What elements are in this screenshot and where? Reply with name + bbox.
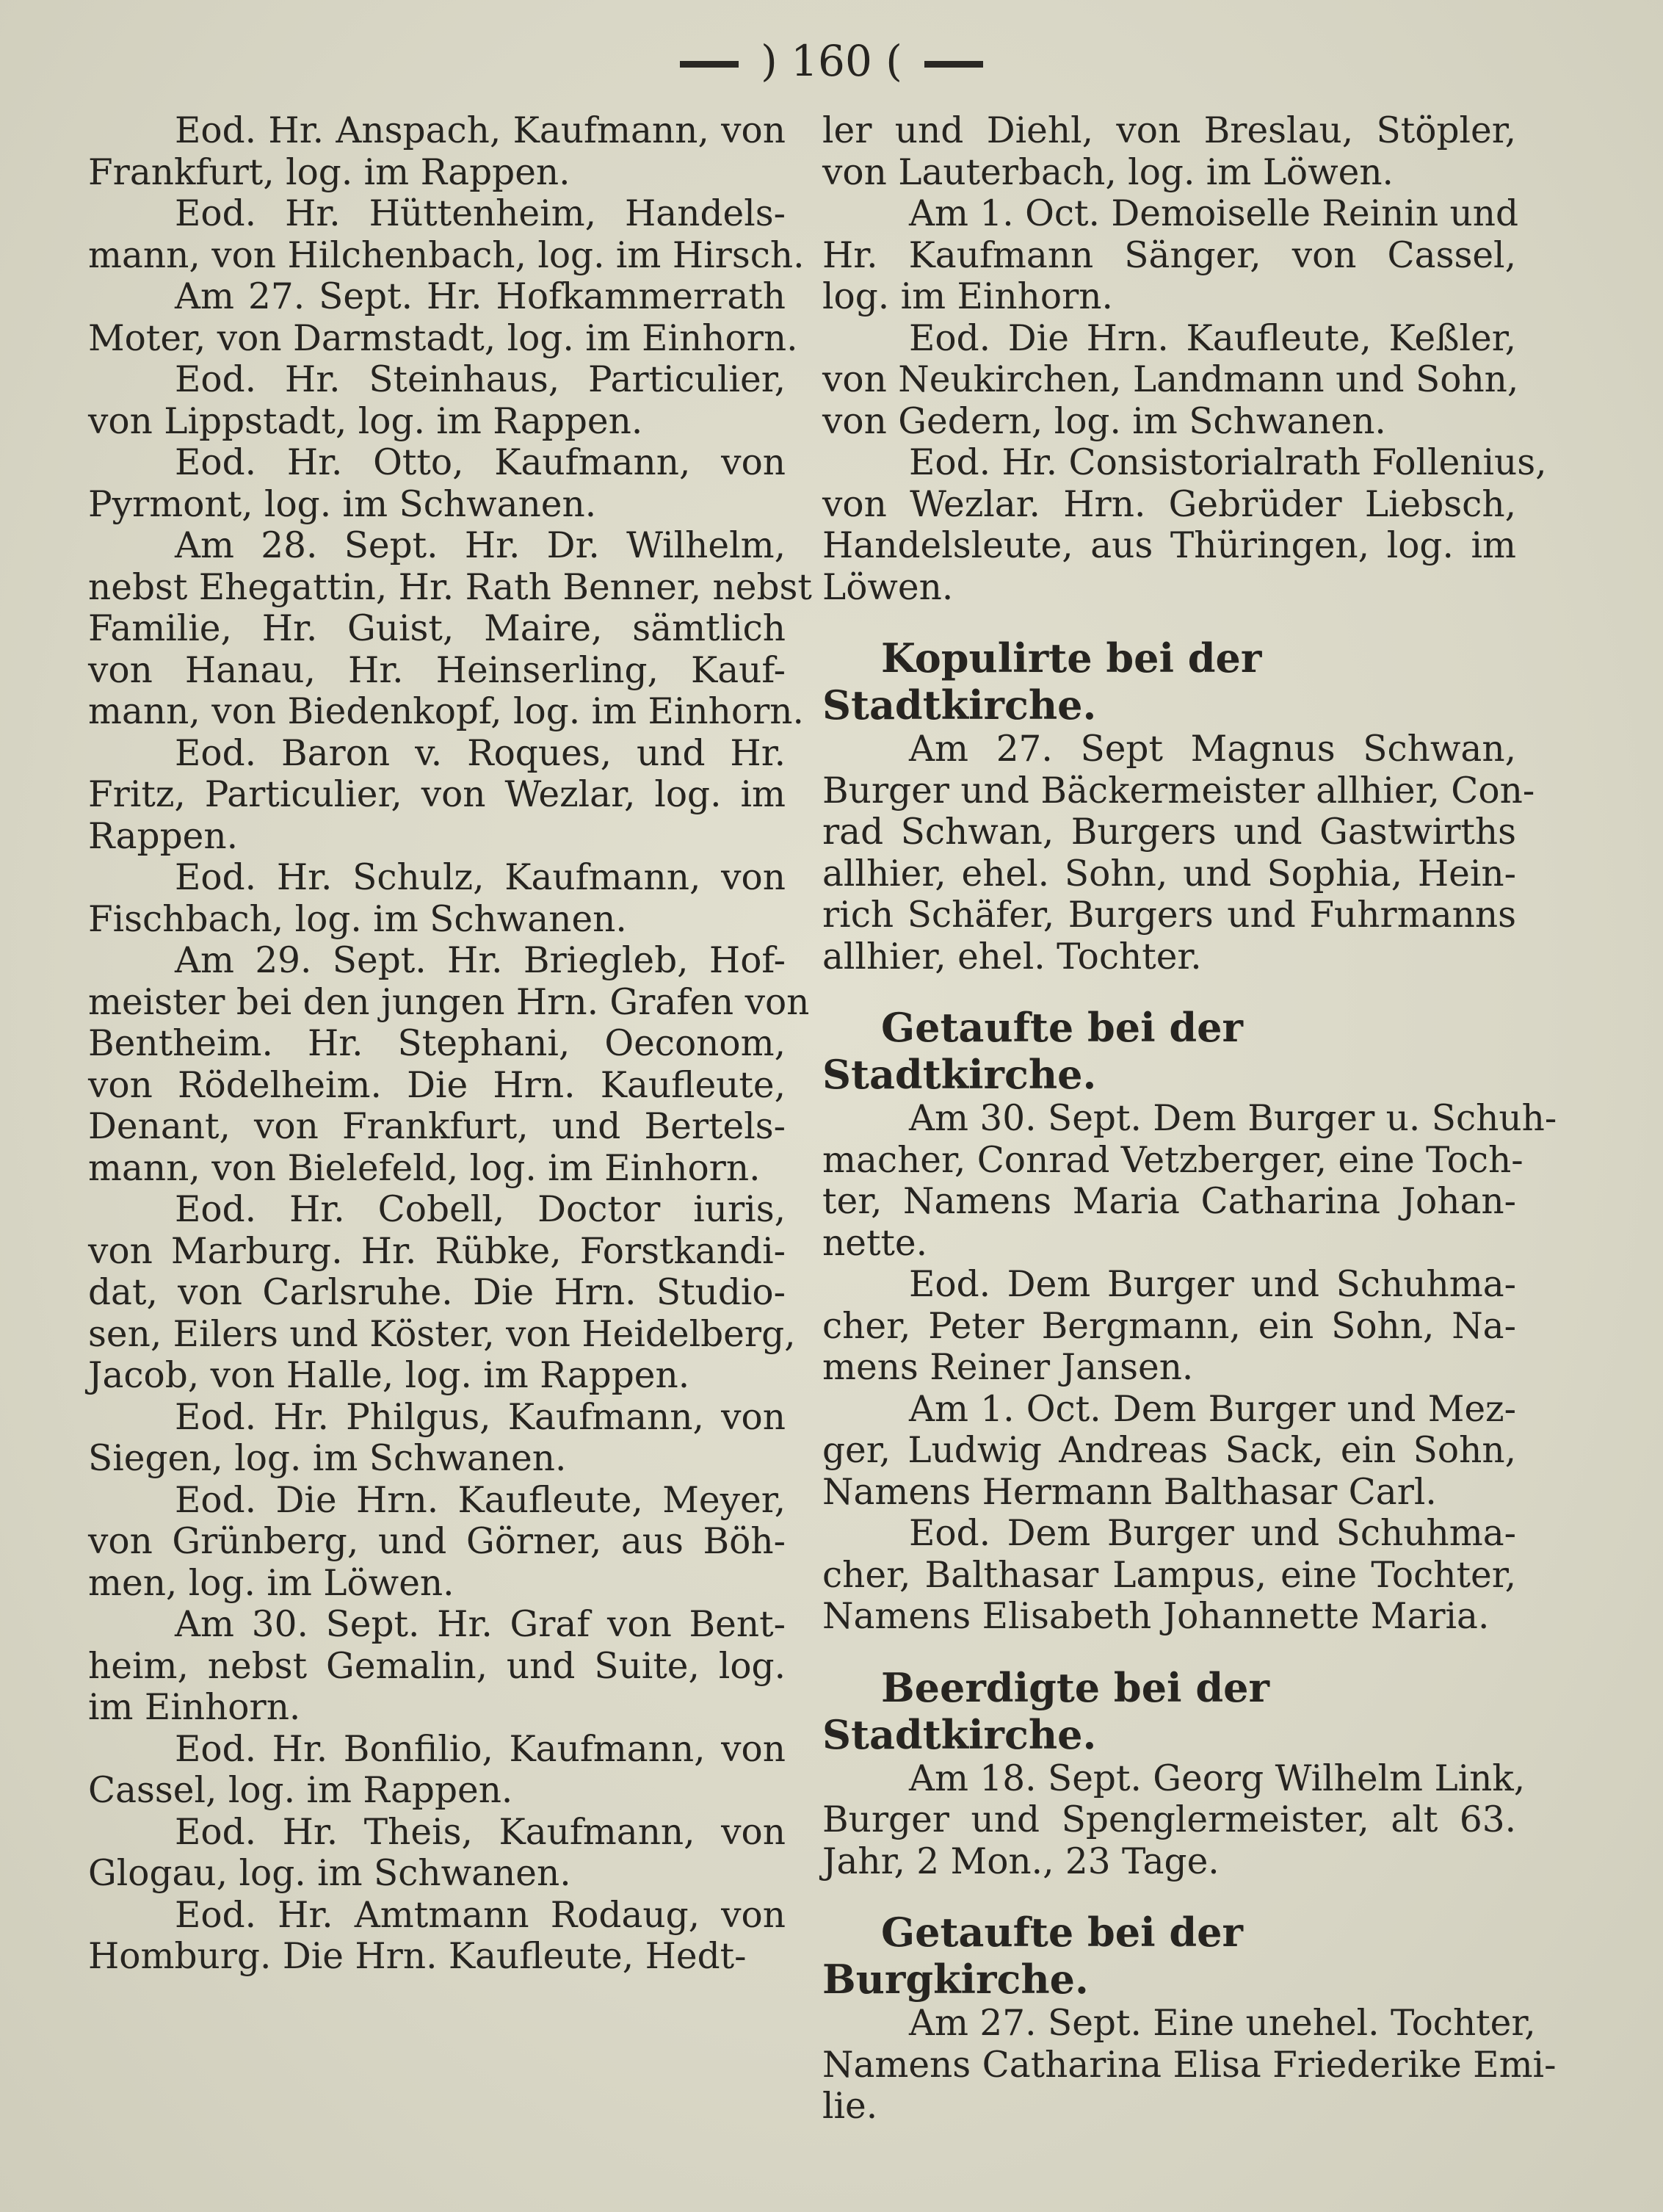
entry-line: Eod. Hr. Amtmann Rodaug, von [175, 1894, 786, 1936]
entry [822, 317, 1519, 443]
entry-line: Eod. Dem Burger und Schuhma- [909, 1513, 1516, 1554]
entry [88, 940, 810, 1189]
entry-line: Jahr, 2 Mon., 23 Tage. [822, 1840, 1220, 1882]
entry-line: ler und Diehl, von Breslau, Stöpler, [822, 110, 1516, 151]
entry-line: allhier, ehel. Sohn, und Sophia, Hein- [822, 853, 1516, 894]
entry-line: Namens Hermann Balthasar Carl. [822, 1471, 1437, 1513]
entry-line: mann, von Bielefeld, log. im Einhorn. [88, 1147, 761, 1189]
entry-line: Eod. Hr. Bonfilio, Kaufmann, von [175, 1728, 786, 1770]
entry-line: ter, Namens Maria Catharina Johan- [822, 1181, 1516, 1222]
entry [88, 1604, 786, 1729]
entry-line: mann, von Biedenkopf, log. im Einhorn. [88, 691, 804, 732]
entry-line: Burger und Bäckermeister allhier, Con- [822, 770, 1535, 812]
entry [822, 1389, 1516, 1514]
entry-line: Eod. Hr. Cobell, Doctor iuris, [175, 1189, 786, 1230]
entry-line: von Grünberg, und Görner, aus Böh- [88, 1521, 786, 1562]
entry-line: Fischbach, log. im Schwanen. [88, 898, 627, 940]
section-heading: Beerdigte bei der Stadtkirche. [822, 1663, 1269, 1758]
entry [822, 1264, 1516, 1389]
entry [88, 1189, 796, 1397]
entry-line: dat, von Carlsruhe. Die Hrn. Studio- [88, 1272, 786, 1313]
entry-line: von Lippstadt, log. im Rappen. [88, 400, 643, 442]
entry [88, 359, 786, 442]
entry-line: von Lauterbach, log. im Löwen. [822, 151, 1394, 193]
entry-line: rich Schäfer, Burgers und Fuhrmanns [822, 894, 1516, 936]
entry [88, 1812, 786, 1895]
entry [88, 442, 786, 525]
entry-line: Eod. Dem Burger und Schuhma- [909, 1264, 1516, 1305]
entry-line: von Rödelheim. Die Hrn. Kaufleute, [88, 1064, 786, 1106]
entry-line: Eod. Hr. Schulz, Kaufmann, von [175, 857, 786, 898]
entry-line: Rappen. [88, 815, 238, 857]
entry-line: cher, Balthasar Lampus, eine Tochter, [822, 1554, 1516, 1596]
entry-line: Eod. Baron v. Roques, und Hr. [175, 732, 786, 774]
entry-line: Fritz, Particulier, von Wezlar, log. im [88, 774, 786, 815]
section-heading: Getaufte bei der Stadtkirche. [822, 1004, 1243, 1098]
entry-line: Eod. Hr. Steinhaus, Particulier, [175, 359, 786, 400]
entry-line: Am 18. Sept. Georg Wilhelm Link, [909, 1757, 1526, 1799]
page-header [0, 28, 1663, 94]
entry-line: Eod. Hr. Theis, Kaufmann, von [175, 1811, 786, 1853]
entry-line: Glogau, log. im Schwanen. [88, 1853, 571, 1894]
entry-line: cher, Peter Bergmann, ein Sohn, Na- [822, 1305, 1516, 1347]
entry-line: Eod. Die Hrn. Kaufleute, Meyer, [175, 1479, 786, 1521]
entry-line: Jacob, von Halle, log. im Rappen. [88, 1355, 690, 1396]
entry-line: Eod. Hr. Hüttenheim, Handels- [175, 193, 786, 234]
entry [822, 442, 1547, 608]
entry [88, 733, 786, 858]
entry-line: Cassel, log. im Rappen. [88, 1770, 513, 1811]
entry [822, 1757, 1526, 1883]
page-number: ) 160 ( [761, 36, 902, 86]
entry-line: Siegen, log. im Schwanen. [88, 1438, 567, 1479]
entry-line: Handelsleute, aus Thüringen, log. im [822, 525, 1516, 566]
entry-line: mens Reiner Jansen. [822, 1347, 1194, 1388]
entry [822, 2003, 1557, 2128]
entry-line: men, log. im Löwen. [88, 1562, 454, 1604]
entry [88, 525, 812, 733]
entry-line: von Neukirchen, Landmann und Sohn, [822, 359, 1519, 400]
entry [88, 1895, 786, 1978]
header-rule-right [924, 61, 983, 68]
entry-line: Am 1. Oct. Demoiselle Reinin und [909, 193, 1519, 234]
entry-line: Frankfurt, log. im Rappen. [88, 151, 570, 193]
section-heading: Kopulirte bei der Stadtkirche. [822, 635, 1262, 729]
entry-line: Am 27. Sept Magnus Schwan, [909, 729, 1516, 770]
entry [88, 1397, 786, 1480]
entry-line: Homburg. Die Hrn. Kaufleute, Hedt- [88, 1936, 747, 1977]
section-heading: Getaufte bei der Burgkirche. [822, 1909, 1243, 2003]
entry-line: Namens Elisabeth Johannette Maria. [822, 1596, 1490, 1637]
entry-line: Löwen. [822, 566, 954, 608]
entry-line: Am 30. Sept. Hr. Graf von Bent- [175, 1604, 786, 1645]
entry-line: Am 27. Sept. Eine unehel. Tochter, [909, 2003, 1536, 2044]
entry-line: Eod. Hr. Otto, Kaufmann, von [175, 442, 786, 483]
entry-line: Am 28. Sept. Hr. Dr. Wilhelm, [175, 525, 786, 566]
entry-line: Denant, von Frankfurt, und Bertels- [88, 1106, 786, 1147]
entry [822, 193, 1519, 318]
entry-line: Am 29. Sept. Hr. Briegleb, Hof- [175, 940, 786, 981]
entry [88, 276, 798, 359]
entry-line: Familie, Hr. Guist, Maire, sämtlich [88, 608, 786, 649]
header-rule-left [680, 61, 739, 68]
entry-line: Hr. Kaufmann Sänger, von Cassel, [822, 234, 1516, 276]
entry-line: Pyrmont, log. im Schwanen. [88, 483, 597, 525]
entry-line: von Marburg. Hr. Rübke, Forstkandi- [88, 1230, 786, 1272]
entry-line: meister bei den jungen Hrn. Grafen von [88, 981, 810, 1023]
entry [88, 193, 805, 276]
entry-line: Am 1. Oct. Dem Burger und Mez- [909, 1388, 1516, 1430]
entry-line: mann, von Hilchenbach, log. im Hirsch. [88, 234, 805, 276]
entry-line: rad Schwan, Burgers und Gastwirths [822, 812, 1516, 853]
entry-line: Namens Catharina Elisa Friederike Emi- [822, 2044, 1557, 2086]
entry-line: von Hanau, Hr. Heinserling, Kauf- [88, 649, 786, 691]
entry-line: nebst Ehegattin, Hr. Rath Benner, nebst [88, 566, 812, 608]
entry-line: ger, Ludwig Andreas Sack, ein Sohn, [822, 1430, 1516, 1471]
entry-line: Moter, von Darmstadt, log. im Einhorn. [88, 317, 798, 359]
entry-line: lie. [822, 2086, 878, 2127]
entry [88, 1480, 786, 1605]
right-column [822, 110, 1557, 2128]
left-column [88, 110, 812, 1978]
entry [822, 110, 1516, 193]
entry-line: sen, Eilers und Köster, von Heidelberg, [88, 1313, 796, 1355]
entry-line: im Einhorn. [88, 1687, 301, 1728]
entry-line: von Wezlar. Hrn. Gebrüder Liebsch, [822, 483, 1516, 525]
entry-line: Am 27. Sept. Hr. Hofkammerrath [175, 276, 786, 317]
entry [88, 1729, 786, 1812]
entry-line: Eod. Die Hrn. Kaufleute, Keßler, [909, 317, 1516, 359]
entry [88, 110, 786, 193]
entry-line: Eod. Hr. Philgus, Kaufmann, von [175, 1396, 786, 1438]
entry [822, 729, 1535, 977]
entry [822, 1513, 1516, 1638]
entry-line: macher, Conrad Vetzberger, eine Toch- [822, 1139, 1523, 1181]
entry [822, 1098, 1557, 1264]
entry-line: von Gedern, log. im Schwanen. [822, 400, 1386, 442]
entry-line: Eod. Hr. Anspach, Kaufmann, von [175, 110, 786, 151]
entry-line: Am 30. Sept. Dem Burger u. Schuh- [909, 1098, 1557, 1139]
entry [88, 857, 786, 940]
entry-line: allhier, ehel. Tochter. [822, 936, 1202, 977]
entry-line: Eod. Hr. Consistorialrath Follenius, [909, 442, 1547, 483]
entry-line: Burger und Spenglermeister, alt 63. [822, 1799, 1516, 1840]
entry-line: heim, nebst Gemalin, und Suite, log. [88, 1645, 786, 1687]
entry-line: log. im Einhorn. [822, 276, 1113, 317]
entry-line: Bentheim. Hr. Stephani, Oeconom, [88, 1023, 786, 1064]
entry-line: nette. [822, 1222, 928, 1264]
